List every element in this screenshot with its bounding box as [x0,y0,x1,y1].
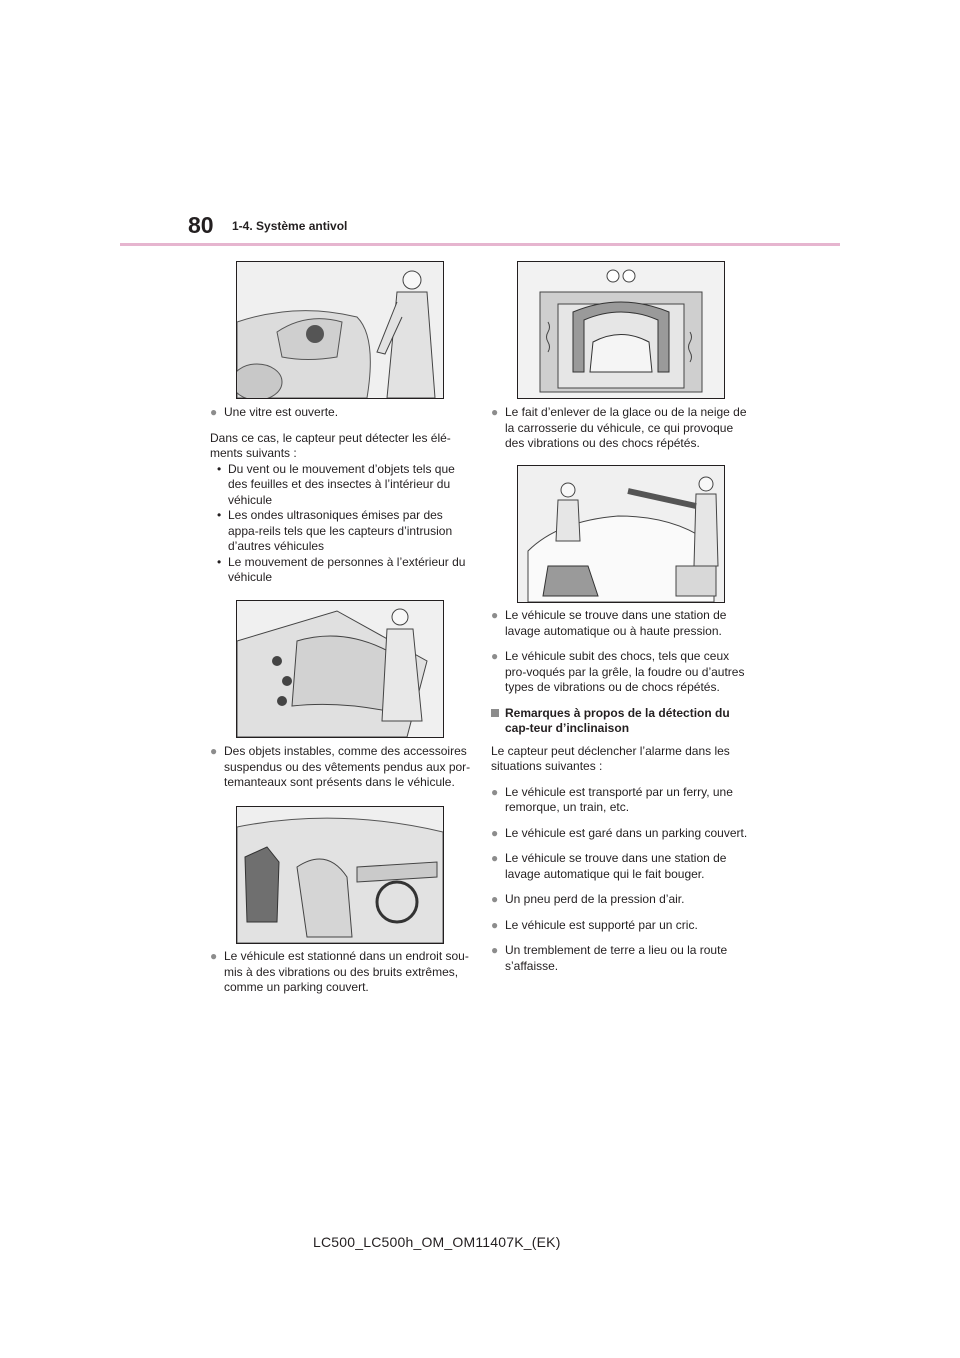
bullet-icon: ● [491,851,499,865]
ice-removal-text: Le fait d’enlever de la glace ou de la neige de la carrosserie du véhicule, ce qui provoque des vibrations ou des chocs répétés. [505,405,747,450]
page-number: 80 [188,212,214,238]
section-heading [491,706,753,737]
bullet-item [491,785,753,816]
tilt-item-text: Le véhicule est supporté par un cric. [505,917,698,932]
parked-vibration-text: Le véhicule est stationné dans un endroit sou-mis à des vibrations ou des bruits extrêmes, comme un parking couvert. [224,949,469,994]
section-title: 1-4. Système antivol [232,219,348,233]
tilt-item-text: Un pneu perd de la pression d’air. [505,892,685,906]
illustration-car-wash [517,261,725,399]
bullet-item [491,826,753,842]
bullet-icon: ● [491,784,499,799]
bullet-icon: ● [491,608,499,622]
sub-item-text: Les ondes ultrasoniques émises par des appa-reils tels que les capteurs d’intrusion d’autres véhicules [228,508,453,553]
unstable-objects-text: Des objets instables, comme des accessoires suspendus ou des vêtements pendus aux por-temanteaux sont présents dans le véhicule. [224,744,471,789]
sub-bullet-icon: • [217,461,222,476]
bullet-icon: ● [210,744,218,758]
sub-item-text: Le mouvement de personnes à l’extérieur du véhicule [228,554,466,584]
heading-text: Remarques à propos de la détection du cap-teur d’inclinaison [505,705,730,735]
bullet-icon: ● [491,917,499,932]
bullet-item [210,744,472,791]
left-text-block-3 [210,949,472,996]
tilt-item-text: Un tremblement de terre a lieu ou la route s’affaisse. [505,943,728,973]
bullet-item [491,608,753,639]
bullet-icon: ● [491,649,499,663]
tilt-item-text: Le véhicule est transporté par un ferry, une remorque, un train, etc. [505,784,733,814]
shocks-text: Le véhicule subit des chocs, tels que ceux pro-voqués par la grêle, la foudre ou d’autres types de vibrations ou de chocs répétés. [505,649,745,694]
sub-bullet-icon: • [217,554,222,569]
bullet-item [210,405,472,421]
sub-list-item [210,462,472,509]
bullet-item [491,943,753,974]
bullet-icon: ● [491,943,499,957]
sub-list-item [210,555,472,586]
sub-list-item [210,508,472,555]
bullet-icon: ● [210,405,218,419]
bullet-item [210,949,472,996]
bullet-item [491,649,753,696]
header-divider [120,243,840,246]
bullet-item [491,851,753,882]
tilt-intro-paragraph: Le capteur peut déclencher l’alarme dans les situations suivantes : [491,743,730,773]
right-text-block-2 [491,608,753,974]
bullet-item [491,405,753,452]
bullet-icon: ● [491,825,499,840]
sub-bullet-icon: • [217,508,222,522]
bullet-icon: ● [491,892,499,906]
square-bullet-icon [491,709,499,717]
illustration-dog-in-car [236,261,444,399]
illustration-hanging-accessories [236,600,444,738]
tilt-item-text: Le véhicule est garé dans un parking couvert. [505,825,748,840]
bullet-item [491,892,753,908]
sub-item-text: Du vent ou le mouvement d’objets tels que des feuilles et des insectes à l’intérieur du véhicule [228,461,455,507]
document-code: LC500_LC500h_OM_OM11407K_(EK) [313,1234,561,1250]
car-wash-text: Le véhicule se trouve dans une station de lavage automatique ou à haute pression. [505,608,727,638]
bullet-item [491,918,753,934]
bullet-icon: ● [491,405,499,419]
tilt-item-text: Le véhicule se trouve dans une station de lavage automatique qui le fait bouger. [505,851,727,881]
right-text-block-1 [491,405,753,452]
bullet-icon: ● [210,949,218,963]
intro-paragraph: Dans ce cas, le capteur peut détecter les élé-ments suivants : [210,430,451,460]
illustration-car-interior-jacket [236,806,444,944]
illustration-snow-removal [517,465,725,603]
window-open-text: Une vitre est ouverte. [224,405,339,419]
left-text-block-2 [210,744,472,791]
left-text-block-1 [210,405,472,586]
